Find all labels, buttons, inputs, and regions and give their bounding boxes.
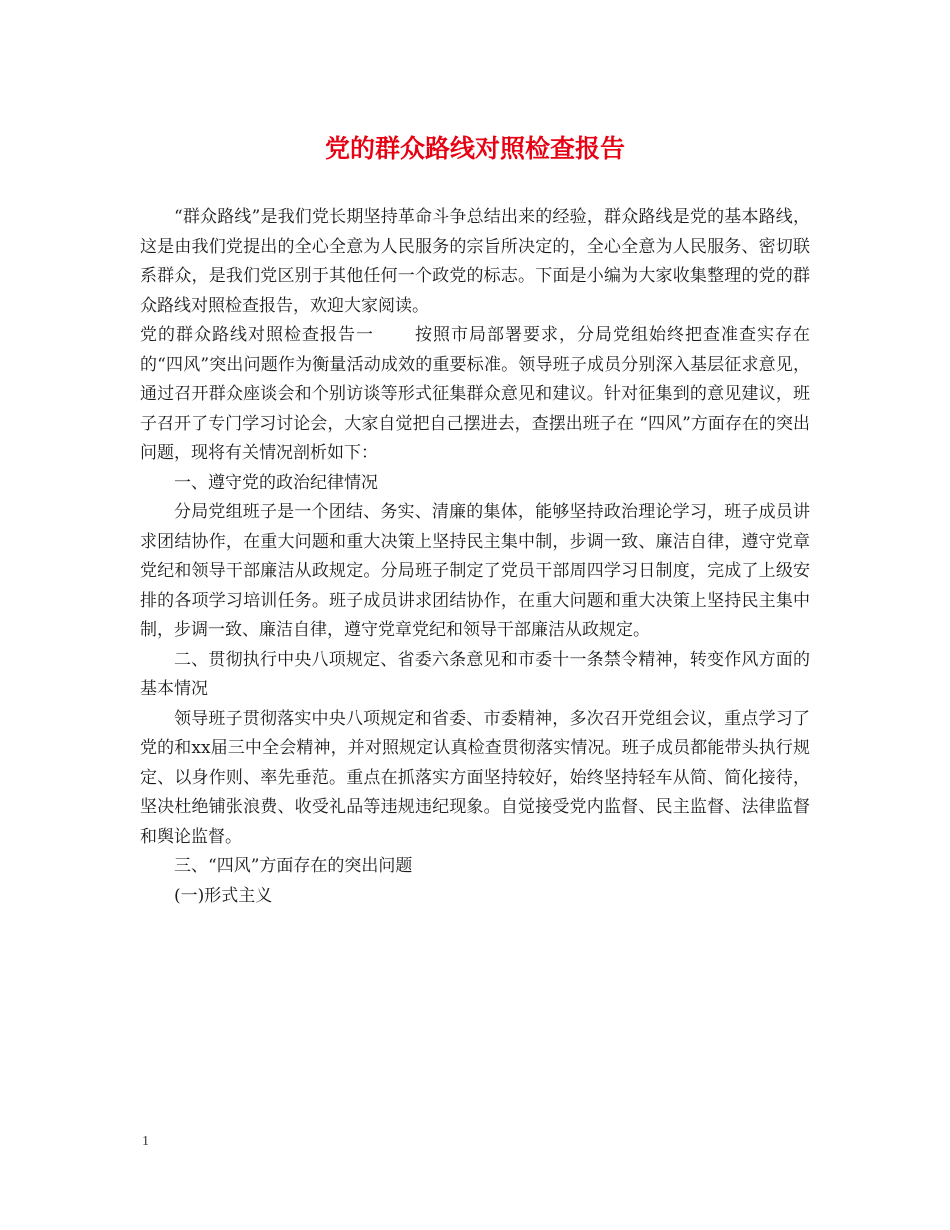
report-one-paragraph bbox=[140, 321, 810, 469]
subsection-heading-1: (一)形式主义 bbox=[174, 885, 273, 906]
page-number: 1 bbox=[142, 1134, 149, 1149]
section-heading-2: 二、贯彻执行中央八项规定、省委六条意见和市委十一条禁令精神，转变作风方面的基本情况 bbox=[140, 649, 810, 699]
report-one-lead: 党的群众路线对照检查报告一 bbox=[140, 325, 374, 345]
section-1-paragraph: 分局党组班子是一个团结、务实、清廉的集体，能够坚持政治理论学习，班子成员讲求团结协作，在重大问题和重大决策上坚持民主集中制，步调一致、廉洁自律，遵守党章党纪和领导干部廉洁从政规定。分局班子制定了党员干部周四学习日制度，完成了上级安排的各项学习培训任务。班子成员讲求团结协作，在重大问题和重大决策上坚持民主集中制，步调一致、廉洁自律，遵守党章党纪和领导干部廉洁从政规定。 bbox=[140, 502, 810, 640]
section-heading-1: 一、遵守党的政治纪律情况 bbox=[174, 472, 378, 493]
section-heading-3: 三、“四风”方面存在的突出问题 bbox=[174, 856, 413, 876]
intro-paragraph: “群众路线”是我们党长期坚持革命斗争总结出来的经验，群众路线是党的基本路线，这是由我们党提出的全心全意为人民服务的宗旨所决定的，全心全意为人民服务、密切联系群众，是我们党区别于其他任何一个政党的标志。下面是小编为大家收集整理的党的群众路线对照检查报告，欢迎大家阅读。 bbox=[140, 207, 810, 316]
section-2-paragraph: 领导班子贯彻落实中央八项规定和省委、市委精神，多次召开党组会议，重点学习了党的和xx届三中全会精神，并对照规定认真检查贯彻落实情况。班子成员都能带头执行规定、以身作则、率先垂范。重点在抓落实方面坚持较好，始终坚持轻车从简、简化接待，坚决杜绝铺张浪费、收受礼品等违规违纪现象。自觉接受党内监督、民主监督、法律监督和舆论监督。 bbox=[140, 708, 810, 847]
document-body bbox=[140, 203, 810, 911]
document-title: 党的群众路线对照检查报告 bbox=[324, 134, 625, 163]
report-one-text: 按照市局部署要求，分局党组始终把查准查实存在的“四风”突出问题作为衡量活动成效的重要标准。领导班子成员分别深入基层征求意见，通过召开群众座谈会和个别访谈等形式征集群众意见和建议。针对征集到的意见建议，班子召开了专门学习讨论会，大家自觉把自己摆进去，查摆出班子在 “四风”方面存在的突出问题，现将有关情况剖析如下： bbox=[140, 325, 810, 463]
